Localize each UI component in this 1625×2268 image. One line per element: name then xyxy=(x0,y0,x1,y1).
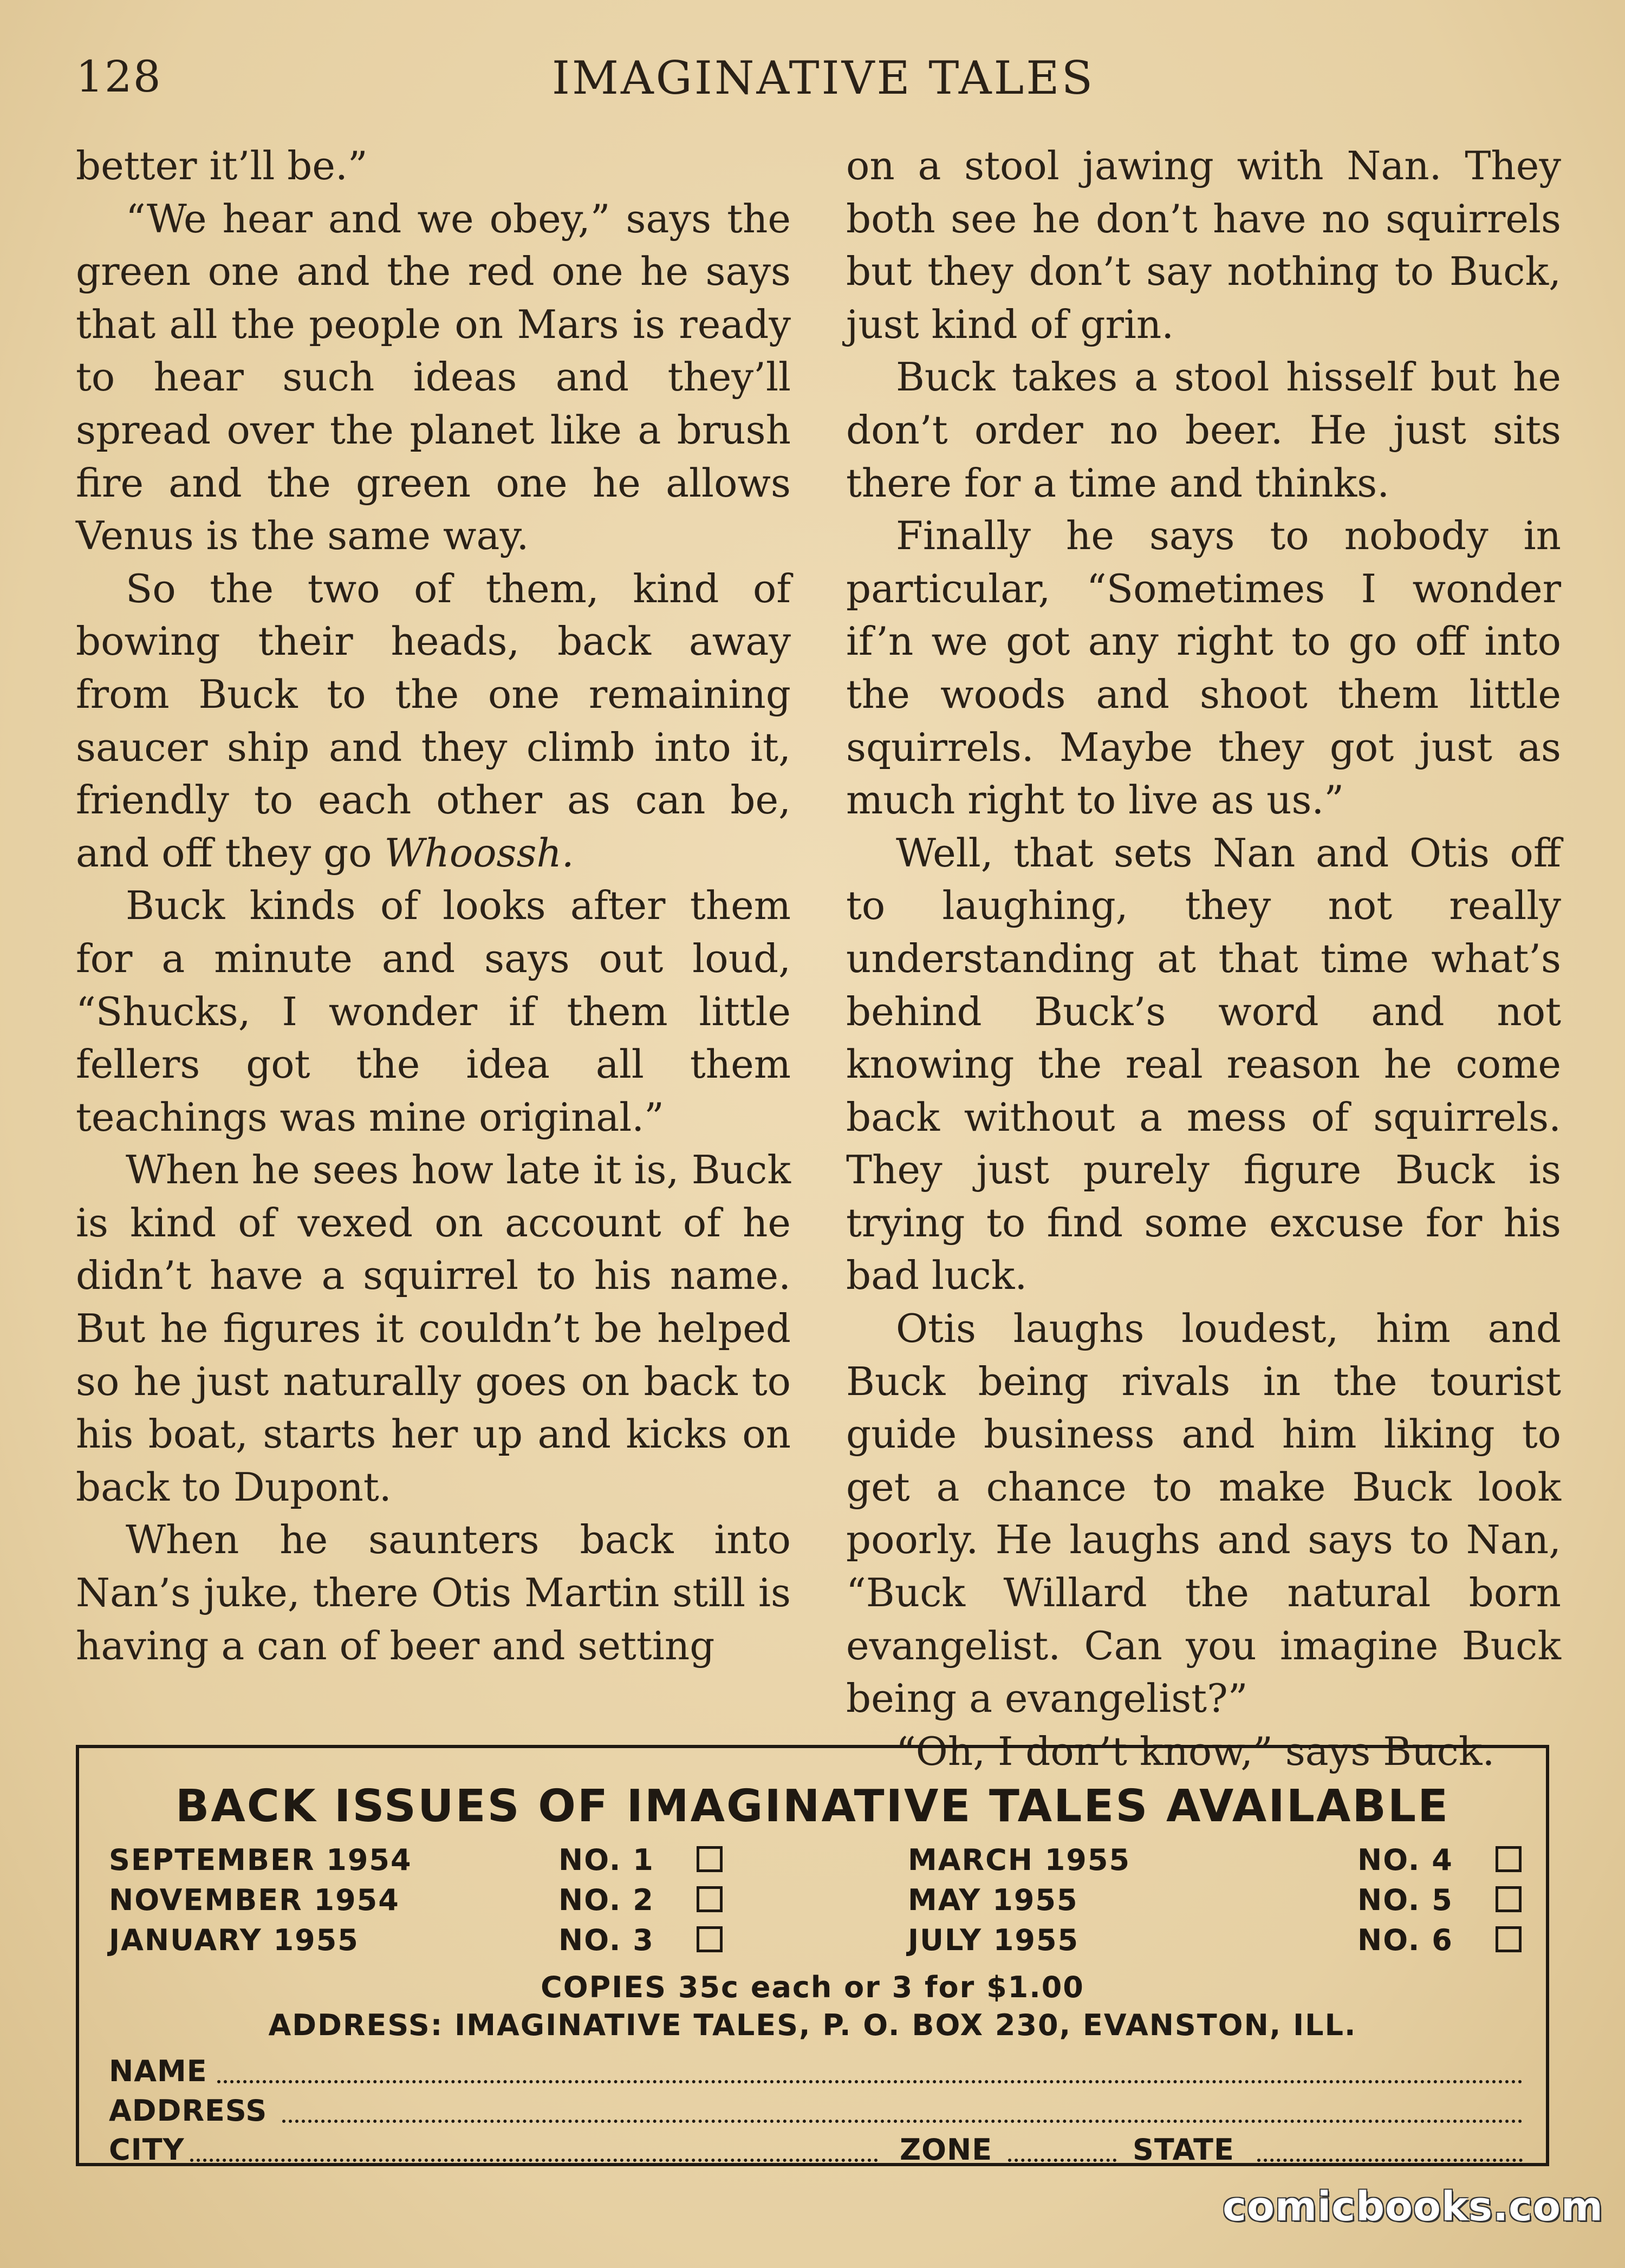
italic-sound-effect: Whoossh. xyxy=(384,830,574,876)
back-issues-ad xyxy=(76,1745,1549,2166)
paragraph: Buck takes a stool hisself but he don’t order no beer. He just sits there for a time and thinks. xyxy=(846,354,1561,506)
paragraph: Buck kinds of looks after them for a minute and says out loud, “Shucks, I wonder if them little fellers got the idea all them teachings was mine original.” xyxy=(76,883,791,1140)
address-line-field[interactable] xyxy=(282,2120,1523,2123)
issue-row xyxy=(109,1923,759,1962)
issue-number: NO. 1 xyxy=(558,1843,654,1877)
page-number: 128 xyxy=(76,51,162,102)
city-label: CITY xyxy=(109,2133,185,2167)
price-line: COPIES 35c each or 3 for $1.00 xyxy=(541,1970,1084,2004)
issue-checkbox[interactable] xyxy=(1496,1846,1522,1872)
issue-row xyxy=(908,1843,1523,1882)
state-line[interactable] xyxy=(1257,2159,1523,2162)
name-line[interactable] xyxy=(217,2080,1523,2083)
issue-checkbox[interactable] xyxy=(697,1846,723,1872)
issue-date: MARCH 1955 xyxy=(908,1843,1131,1877)
paragraph: Well, that sets Nan and Otis off to laughing, they not really understanding at that time what’s behind Buck’s word and not knowing the real reason he come back without a mess of squirrels. They just purely figure Buck is trying to find some excuse for his bad luck. xyxy=(846,830,1561,1299)
left-column xyxy=(76,140,791,1672)
paragraph: on a stool jawing with Nan. They both see he don’t have no squirrels but they don’t say nothing to Buck, just kind of grin. xyxy=(846,143,1561,347)
address-field[interactable] xyxy=(109,2094,1523,2132)
issue-number: NO. 3 xyxy=(558,1923,654,1957)
right-column xyxy=(846,140,1561,1778)
paragraph: Otis laughs loudest, him and Buck being rivals in the tourist guide business and him liking to get a chance to make Buck look poorly. He laughs and says to Nan, “Buck Willard the natural born evangelist. Can you imagine Buck being a evangelist?” xyxy=(846,1306,1561,1722)
issue-date: SEPTEMBER 1954 xyxy=(109,1843,412,1877)
zone-line[interactable] xyxy=(1008,2159,1116,2162)
city-zone-state-field[interactable] xyxy=(109,2133,1523,2171)
name-label: NAME xyxy=(109,2054,207,2088)
issue-checkbox[interactable] xyxy=(1496,1926,1522,1952)
running-head xyxy=(76,51,1571,116)
issue-number: NO. 2 xyxy=(558,1883,654,1917)
city-line[interactable] xyxy=(190,2159,878,2162)
issue-date: MAY 1955 xyxy=(908,1883,1078,1917)
name-field[interactable] xyxy=(109,2054,1523,2092)
issue-row xyxy=(109,1883,759,1922)
site-watermark: comicbooks.com xyxy=(1223,2184,1603,2230)
address-label: ADDRESS xyxy=(109,2094,268,2128)
issue-row xyxy=(109,1843,759,1882)
issue-checkbox[interactable] xyxy=(1496,1886,1522,1912)
story-columns xyxy=(76,140,1571,1774)
paragraph: When he saunters back into Nan’s juke, there Otis Martin still is having a can of beer and setting xyxy=(76,1517,791,1669)
magazine-title: IMAGINATIVE TALES xyxy=(551,51,1095,105)
issue-row xyxy=(908,1923,1523,1962)
address-line: ADDRESS: IMAGINATIVE TALES, P. O. BOX 230, EVANSTON, ILL. xyxy=(268,2008,1357,2042)
zone-label: ZONE xyxy=(900,2133,993,2167)
issue-number: NO. 4 xyxy=(1357,1843,1453,1877)
issue-number: NO. 6 xyxy=(1357,1923,1453,1957)
paragraph-text: So the two of them, kind of bowing their heads, back away from Buck to the one remaining saucer ship and they climb into it, friendly to each other as can be, and off they go xyxy=(76,565,791,876)
issue-date: JANUARY 1955 xyxy=(109,1923,359,1957)
paragraph: “Oh, I don’t know,” says Buck. xyxy=(896,1728,1495,1774)
issue-list xyxy=(109,1843,1523,1967)
issue-checkbox[interactable] xyxy=(697,1886,723,1912)
paragraph: Finally he says to nobody in particular, “Sometimes I wonder if’n we got any right to go off into the woods and shoot them little squirrels. Maybe they got just as much right to live as us.” xyxy=(846,513,1561,823)
issue-row xyxy=(908,1883,1523,1922)
ad-title: BACK ISSUES OF IMAGINATIVE TALES AVAILABLE xyxy=(175,1781,1450,1832)
paragraph: “We hear and we obey,” says the green one and the red one he says that all the people on Mars is ready to hear such ideas and they’ll spread over the planet like a brush fire and the green one he allows Venus is the same way. xyxy=(76,195,791,559)
paragraph xyxy=(76,563,791,880)
state-label: STATE xyxy=(1133,2133,1234,2167)
paragraph: When he sees how late it is, Buck is kind of vexed on account of he didn’t have a squirrel to his name. But he figures it couldn’t be helped so he just naturally goes on back to his boat, starts her up and kicks on back to Dupont. xyxy=(76,1147,791,1510)
issue-date: JULY 1955 xyxy=(908,1923,1080,1957)
issue-date: NOVEMBER 1954 xyxy=(109,1883,400,1917)
paragraph: better it’ll be.” xyxy=(76,143,368,188)
issue-number: NO. 5 xyxy=(1357,1883,1453,1917)
issue-checkbox[interactable] xyxy=(697,1926,723,1952)
